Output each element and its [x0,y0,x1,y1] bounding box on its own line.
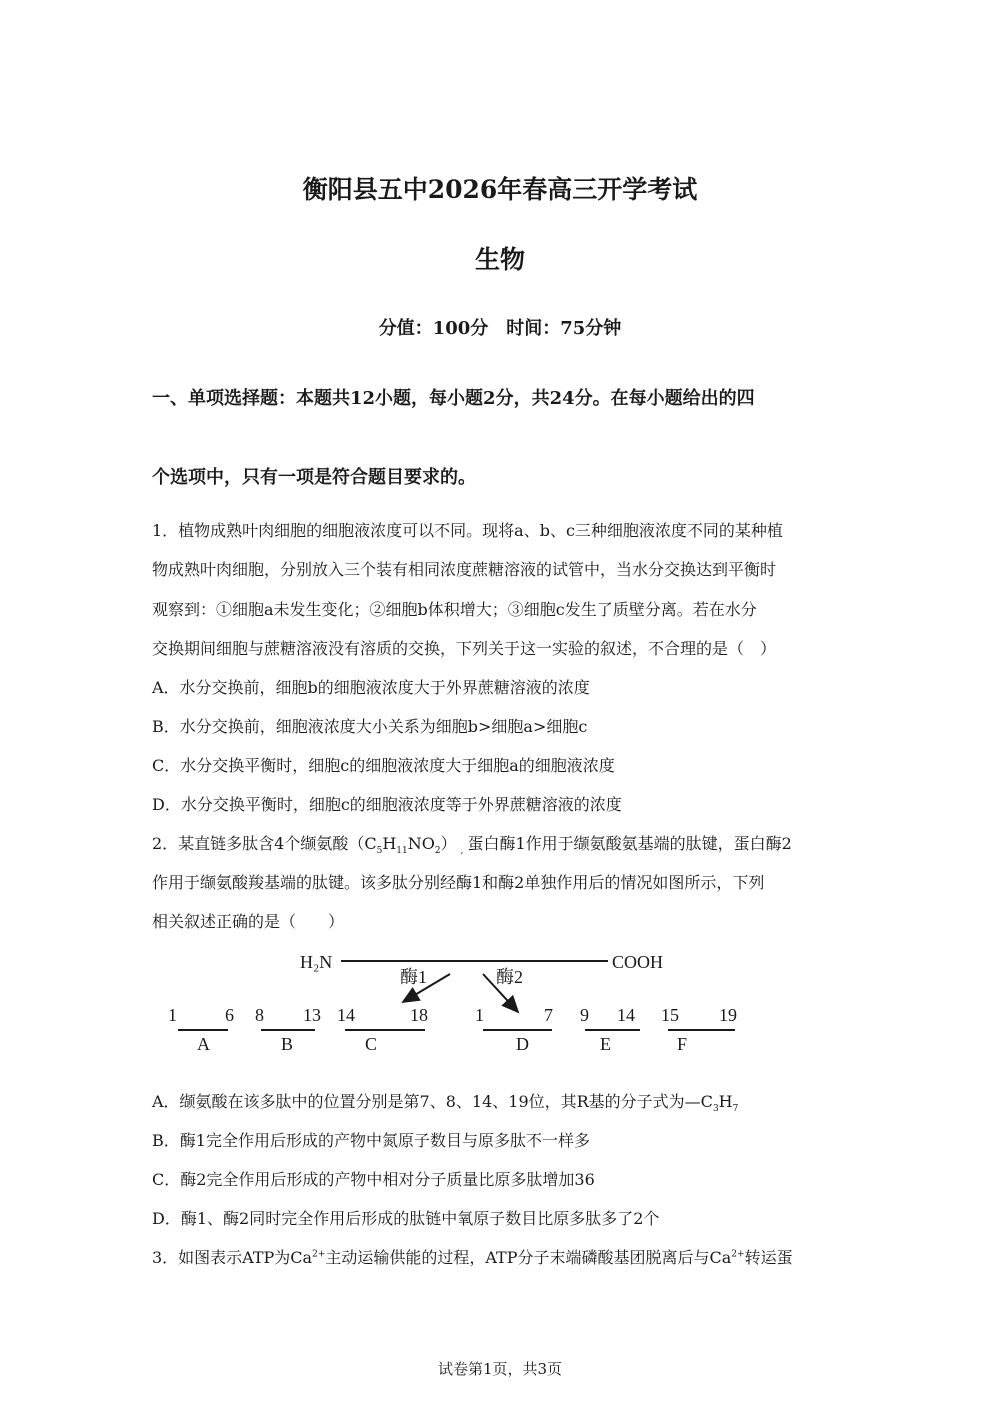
fragment-f-end: 19 [719,1005,737,1025]
fragment-c-end: 18 [410,1005,428,1025]
fragment-d-label: D [516,1034,529,1054]
fragment-f-start: 15 [661,1005,679,1025]
q1-option-c: C．水分交换平衡时，细胞c的细胞液浓度大于细胞a的细胞液浓度 [152,756,615,775]
fragment-e-end: 14 [617,1005,635,1025]
subject-title: 生物 [474,245,525,274]
section-heading-line1: 一、单项选择题：本题共12小题，每小题2分，共24分。在每小题给出的四 [152,388,755,409]
fragment-b-end: 13 [303,1005,321,1025]
q2-option-b: B．酶1完全作用后形成的产物中氮原子数目与原多肽不一样多 [152,1131,590,1150]
q2-stem-line3: 相关叙述正确的是（ ） [152,912,345,931]
peptide-diagram [160,944,760,1056]
q2-stem-line1: 2．某直链多肽含4个缬氨酸$(C_5H_{11}NO_2)$ $_,$ 蛋白酶1作用于缬氨酸氨基端的肽键，蛋白酶2 [152,834,792,857]
q1-option-b: B．水分交换前，细胞液浓度大小关系为细胞b>细胞a>细胞c [152,717,588,736]
section-heading-line2: 个选项中，只有一项是符合题目要求的。 [152,467,476,488]
amino-terminus-label: H₂N [300,952,333,972]
q2-option-d: D．酶1、酶2同时完全作用后形成的肽链中氧原子数目比原多肽多了2个 [152,1209,660,1228]
page-footer: 试卷第1页，共3页 [437,1360,563,1378]
q2-stem-line2: 作用于缬氨酸羧基端的肽键。该多肽分别经酶1和酶2单独作用后的情况如图所示，下列 [152,873,765,892]
fragment-a-start: 1 [168,1005,177,1025]
exam-title: 衡阳县五中2026年春高三开学考试 [302,175,698,204]
fragment-e-label: E [600,1034,611,1054]
enzyme1-label: 酶1 [400,967,427,987]
peptide-figure [160,944,760,1060]
exam-meta: 分值：100分 时间：75分钟 [378,318,622,339]
fragment-e-start: 9 [580,1005,589,1025]
q1-stem-line4: 交换期间细胞与蔗糖溶液没有溶质的交换，下列关于这一实验的叙述，不合理的是（ ） [152,639,777,658]
q1-stem-line1: 1．植物成熟叶肉细胞的细胞液浓度可以不同。现将a、b、c三种细胞液浓度不同的某种植 [152,521,783,540]
q2-option-c: C．酶2完全作用后形成的产物中相对分子质量比原多肽增加36 [152,1170,595,1189]
q2-option-a: A．缬氨酸在该多肽中的位置分别是第7、8、14、19位，其R基的分子式为$—C_3H_7$ [152,1092,739,1115]
enzyme2-label: 酶2 [496,967,523,987]
fragment-b-start: 8 [255,1005,264,1025]
fragment-f-label: F [677,1034,688,1054]
fragment-b-label: B [281,1034,294,1054]
q3-stem-line1: 3．如图表示ATP为$Ca^{2+}$主动运输供能的过程，ATP分子末端磷酸基团脱离后与$Ca^{2+}$转运蛋 [152,1248,793,1267]
q1-option-a: A．水分交换前，细胞b的细胞液浓度大于外界蔗糖溶液的浓度 [152,678,590,697]
fragment-a-label: A [197,1034,210,1054]
fragment-d-start: 1 [475,1005,484,1025]
fragment-c-start: 14 [337,1005,355,1025]
fragment-c-label: C [365,1034,378,1054]
q1-stem-line2: 物成熟叶肉细胞，分别放入三个装有相同浓度蔗糖溶液的试管中，当水分交换达到平衡时 [152,560,777,579]
fragment-d-end: 7 [544,1005,553,1025]
fragment-a-end: 6 [225,1005,234,1025]
q1-option-d: D．水分交换平衡时，细胞c的细胞液浓度等于外界蔗糖溶液的浓度 [152,795,622,814]
q1-stem-line3: 观察到：①细胞a未发生变化；②细胞b体积增大；③细胞c发生了质壁分离。若在水分 [152,600,757,619]
carboxyl-terminus-label: COOH [612,952,664,972]
